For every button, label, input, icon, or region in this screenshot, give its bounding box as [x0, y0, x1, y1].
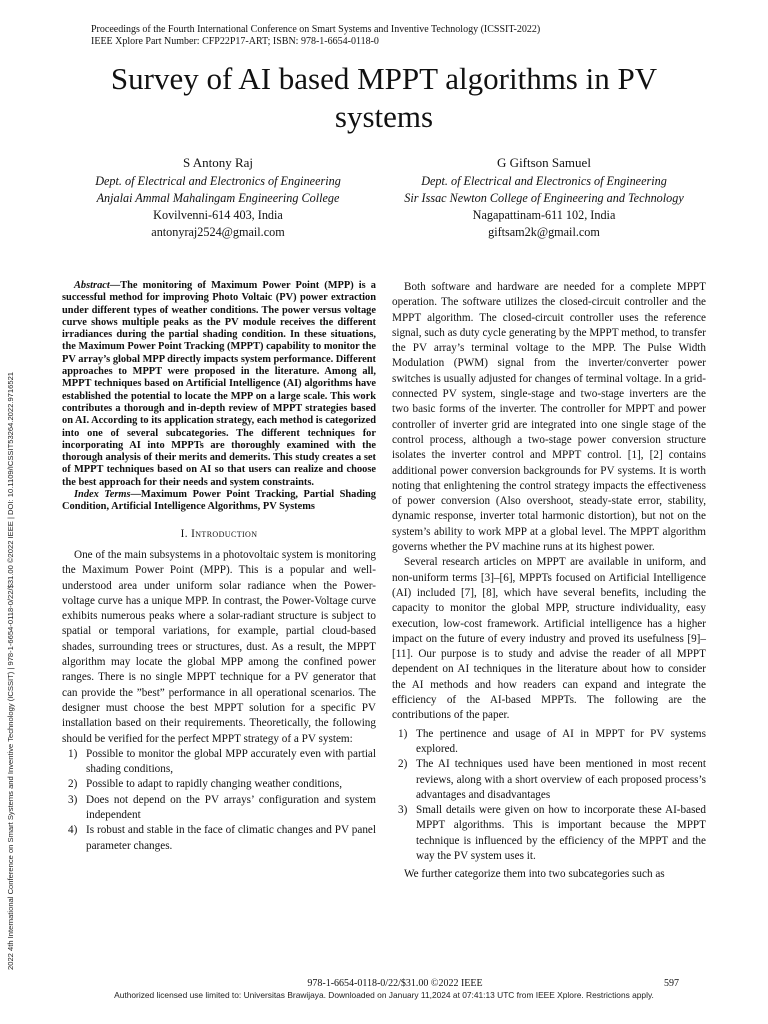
list-item-text: Is robust and stable in the face of climatic changes and PV panel parameter changes. — [86, 824, 376, 852]
list-item-number: 4) — [68, 824, 78, 837]
index-terms-label: Index Terms — [74, 489, 131, 501]
proceedings-header — [91, 24, 691, 48]
author-email: giftsam2k@gmail.com — [488, 225, 600, 239]
author-name: G Giftson Samuel — [497, 155, 591, 170]
author-block-2 — [374, 154, 714, 241]
list-item — [62, 777, 376, 792]
author-name: S Antony Raj — [182, 155, 254, 170]
author-institution: Anjalai Ammal Mahalingam Engineering College — [96, 191, 340, 205]
abstract-label: Abstract — [74, 280, 110, 291]
abstract — [62, 280, 376, 489]
intro-paragraph: One of the main subsystems in a photovoltaic system is monitoring the Maximum Power Point (MPP). This is a popular and well-understood area under uniform solar radiance when the Power-voltage curve has a unique MPP. In contrast, the Power-Voltage curve exhibits numerous peaks where a solar-radiant structure is subject to spatial or temporal variations, for example, partial cloud-based shades, surrounding trees or structures, dust. As a result, the MPPT algorithm may locate the global MPP among the confined power ranges. There is no single MPPT technique for a PV generator that can provide the ”best” performance in all operational scenarios. The designer must choose the best MPPT solution for a specific PV installation based on their requirements. Theoretically, the following should be verified for the perfect MPPT strategy of a PV system: — [62, 548, 376, 745]
list-item-number: 2) — [398, 758, 408, 771]
right-column — [392, 280, 706, 883]
list-item — [62, 747, 376, 778]
list-item — [392, 727, 706, 758]
author-email: antonyraj2524@gmail.com — [151, 225, 285, 239]
paragraph-hardware-software: Both software and hardware are needed for a complete MPPT operation. The software utilizes the closed-circuit controller and the MPPT algorithm. The closed-circuit controller uses the reference signal, such as duty cycle generating by the MPPT method, to transfer the PV array’s terminal voltage to the MPP. The Pulse Width Modulation (PWM) signal from the inverter/converter power switches is usually adjusted for changes of terminal voltage. In a grid-connected PV system, single-stage and two-stage inverters are the two basic forms of the inverter. The controller for MPPT and power controller of inverter grid are integrated into one single stage of the control process, although a two-stage power conversion structure isolates the inverter control and MPPT control. [1], [2] contains additional power conversion backgrounds for PV systems. It is worth noting that enlightening the control strategy impacts the effectiveness of power conversion (Also overshoot, steady-state error, stability, dynamic response, inverter total harmonic distortion), but not on the system’s ability to work MPP at a global level. The MPPT algorithm governs whether the PV machine runs at its highest power. — [392, 281, 706, 554]
list-item-number: 3) — [68, 793, 78, 806]
requirements-list — [62, 747, 376, 854]
list-item-text: The pertinence and usage of AI in MPPT for PV systems explored. — [416, 727, 706, 755]
author-dept: Dept. of Electrical and Electronics of Engineering — [95, 174, 341, 188]
author-institution: Sir Issac Newton College of Engineering and Technology — [404, 191, 684, 205]
paper-title: Survey of AI based MPPT algorithms in PV systems — [110, 61, 658, 134]
proceedings-line-2: IEEE Xplore Part Number: CFP22P17-ART; ISBN: 978-1-6654-0118-0 — [91, 36, 379, 47]
author-address: Kovilvenni-614 403, India — [153, 208, 283, 222]
footer-isbn: 978-1-6654-0118-0/22/$31.00 ©2022 IEEE — [307, 978, 483, 989]
list-item-number: 2) — [68, 778, 78, 791]
left-column — [62, 280, 376, 854]
proceedings-line-1: Proceedings of the Fourth International Conference on Smart Systems and Inventive Technology (ICSSIT-2022) — [91, 24, 541, 35]
section-title: Introduction — [191, 527, 258, 540]
index-terms — [62, 489, 376, 514]
list-item-text: Does not depend on the PV arrays’ configuration and system independent — [86, 793, 376, 821]
index-terms-text: —Maximum Power Point Tracking, Partial Shading Condition, Artificial Intelligence Algorithms, PV Systems — [62, 489, 376, 513]
list-item-text: Small details were given on how to incorporate these AI-based MPPT algorithms. This is important because the MPPT technique is influenced by the efficiency of the MPPT and the way the PV system uses it. — [416, 804, 706, 862]
author-dept: Dept. of Electrical and Electronics of Engineering — [421, 174, 667, 188]
doi-side-text: 2022 4th International Conference on Smart Systems and Inventive Technology (ICSSIT) | 978-1-6654-0118-0/22/$31.00 ©2022 IEEE | DOI: 10.1109/ICSSIT53264.2022.9716521 — [6, 371, 15, 970]
list-item-text: Possible to adapt to rapidly changing weather conditions, — [86, 778, 343, 791]
list-item — [392, 803, 706, 864]
license-notice: Authorized licensed use limited to: Universitas Brawijaya. Downloaded on January 11,2024 at 07:41:13 UTC from IEEE Xplore. Restrictions apply. — [114, 990, 654, 1000]
list-item-number: 1) — [68, 747, 78, 760]
paragraph-research-articles: Several research articles on MPPT are available in uniform, and non-uniform terms [3]–[6], MPPTs focused on Artificial Intelligence (AI) included [7], [8], which have several benefits, including the capacity to monitor the global MPP, structure individuality, easy execution, low-cost framework. Artificial intelligence has a higher impact on the future of every industry and proved its usefulness [9]–[11]. Our purpose is to study and advise the reader of all MPPT dependent on AI techniques in the literature about how to consider the AI methods and how readers can expand and integrate the efficiency of the AI-based MPPTs. The following are the contributions of the paper. — [392, 556, 706, 722]
list-item — [392, 757, 706, 803]
list-item-text: Possible to monitor the global MPP accurately even with partial shading conditions, — [86, 747, 376, 776]
author-block-1 — [48, 154, 388, 241]
list-item — [62, 793, 376, 824]
author-address: Nagapattinam-611 102, India — [472, 208, 616, 222]
contributions-list — [392, 727, 706, 865]
list-item-number: 1) — [398, 727, 408, 740]
paragraph-subcategories: We further categorize them into two subcategories such as — [404, 868, 665, 881]
list-item — [62, 823, 376, 854]
list-item-text: The AI techniques used have been mentioned in most recent reviews, along with a short overview of each proposed process’s advantages and disadvantages — [416, 758, 706, 801]
list-item-number: 3) — [398, 804, 408, 817]
section-heading — [62, 527, 376, 542]
section-number: I. — [180, 527, 192, 540]
abstract-text: —The monitoring of Maximum Power Point (MPP) is a successful method for improving Photo Voltaic (PV) power extraction under different types of weather conditions. The power versus voltage curve shows multiple peaks as the PV module receives the different irradiances during the partial shading condition. In these situations, the Maximum Power Point Tracking (MPPT) capability to monitor the PV array’s global MPP directly impacts system performance. Different approaches to MPPT were proposed in the literature. Among all, MPPT techniques based on Artificial Intelligence (AI) algorithms have established the potential to locate the MPP on a large scale. This work contributes a thorough and in-depth review of MPPT strategies based on AI. According to its application strategy, each method is categorized into one of several subcategories. The different techniques for incorporating AI into MPPTs are thoroughly examined with the thorough analysis of their merits and demerits. This study creates a set of MPPT techniques based on AI so that users can realize and choose the best approach for their needs and system constraints. — [62, 280, 377, 488]
doi-side-strip — [6, 210, 22, 970]
page-number: 597 — [664, 978, 679, 989]
